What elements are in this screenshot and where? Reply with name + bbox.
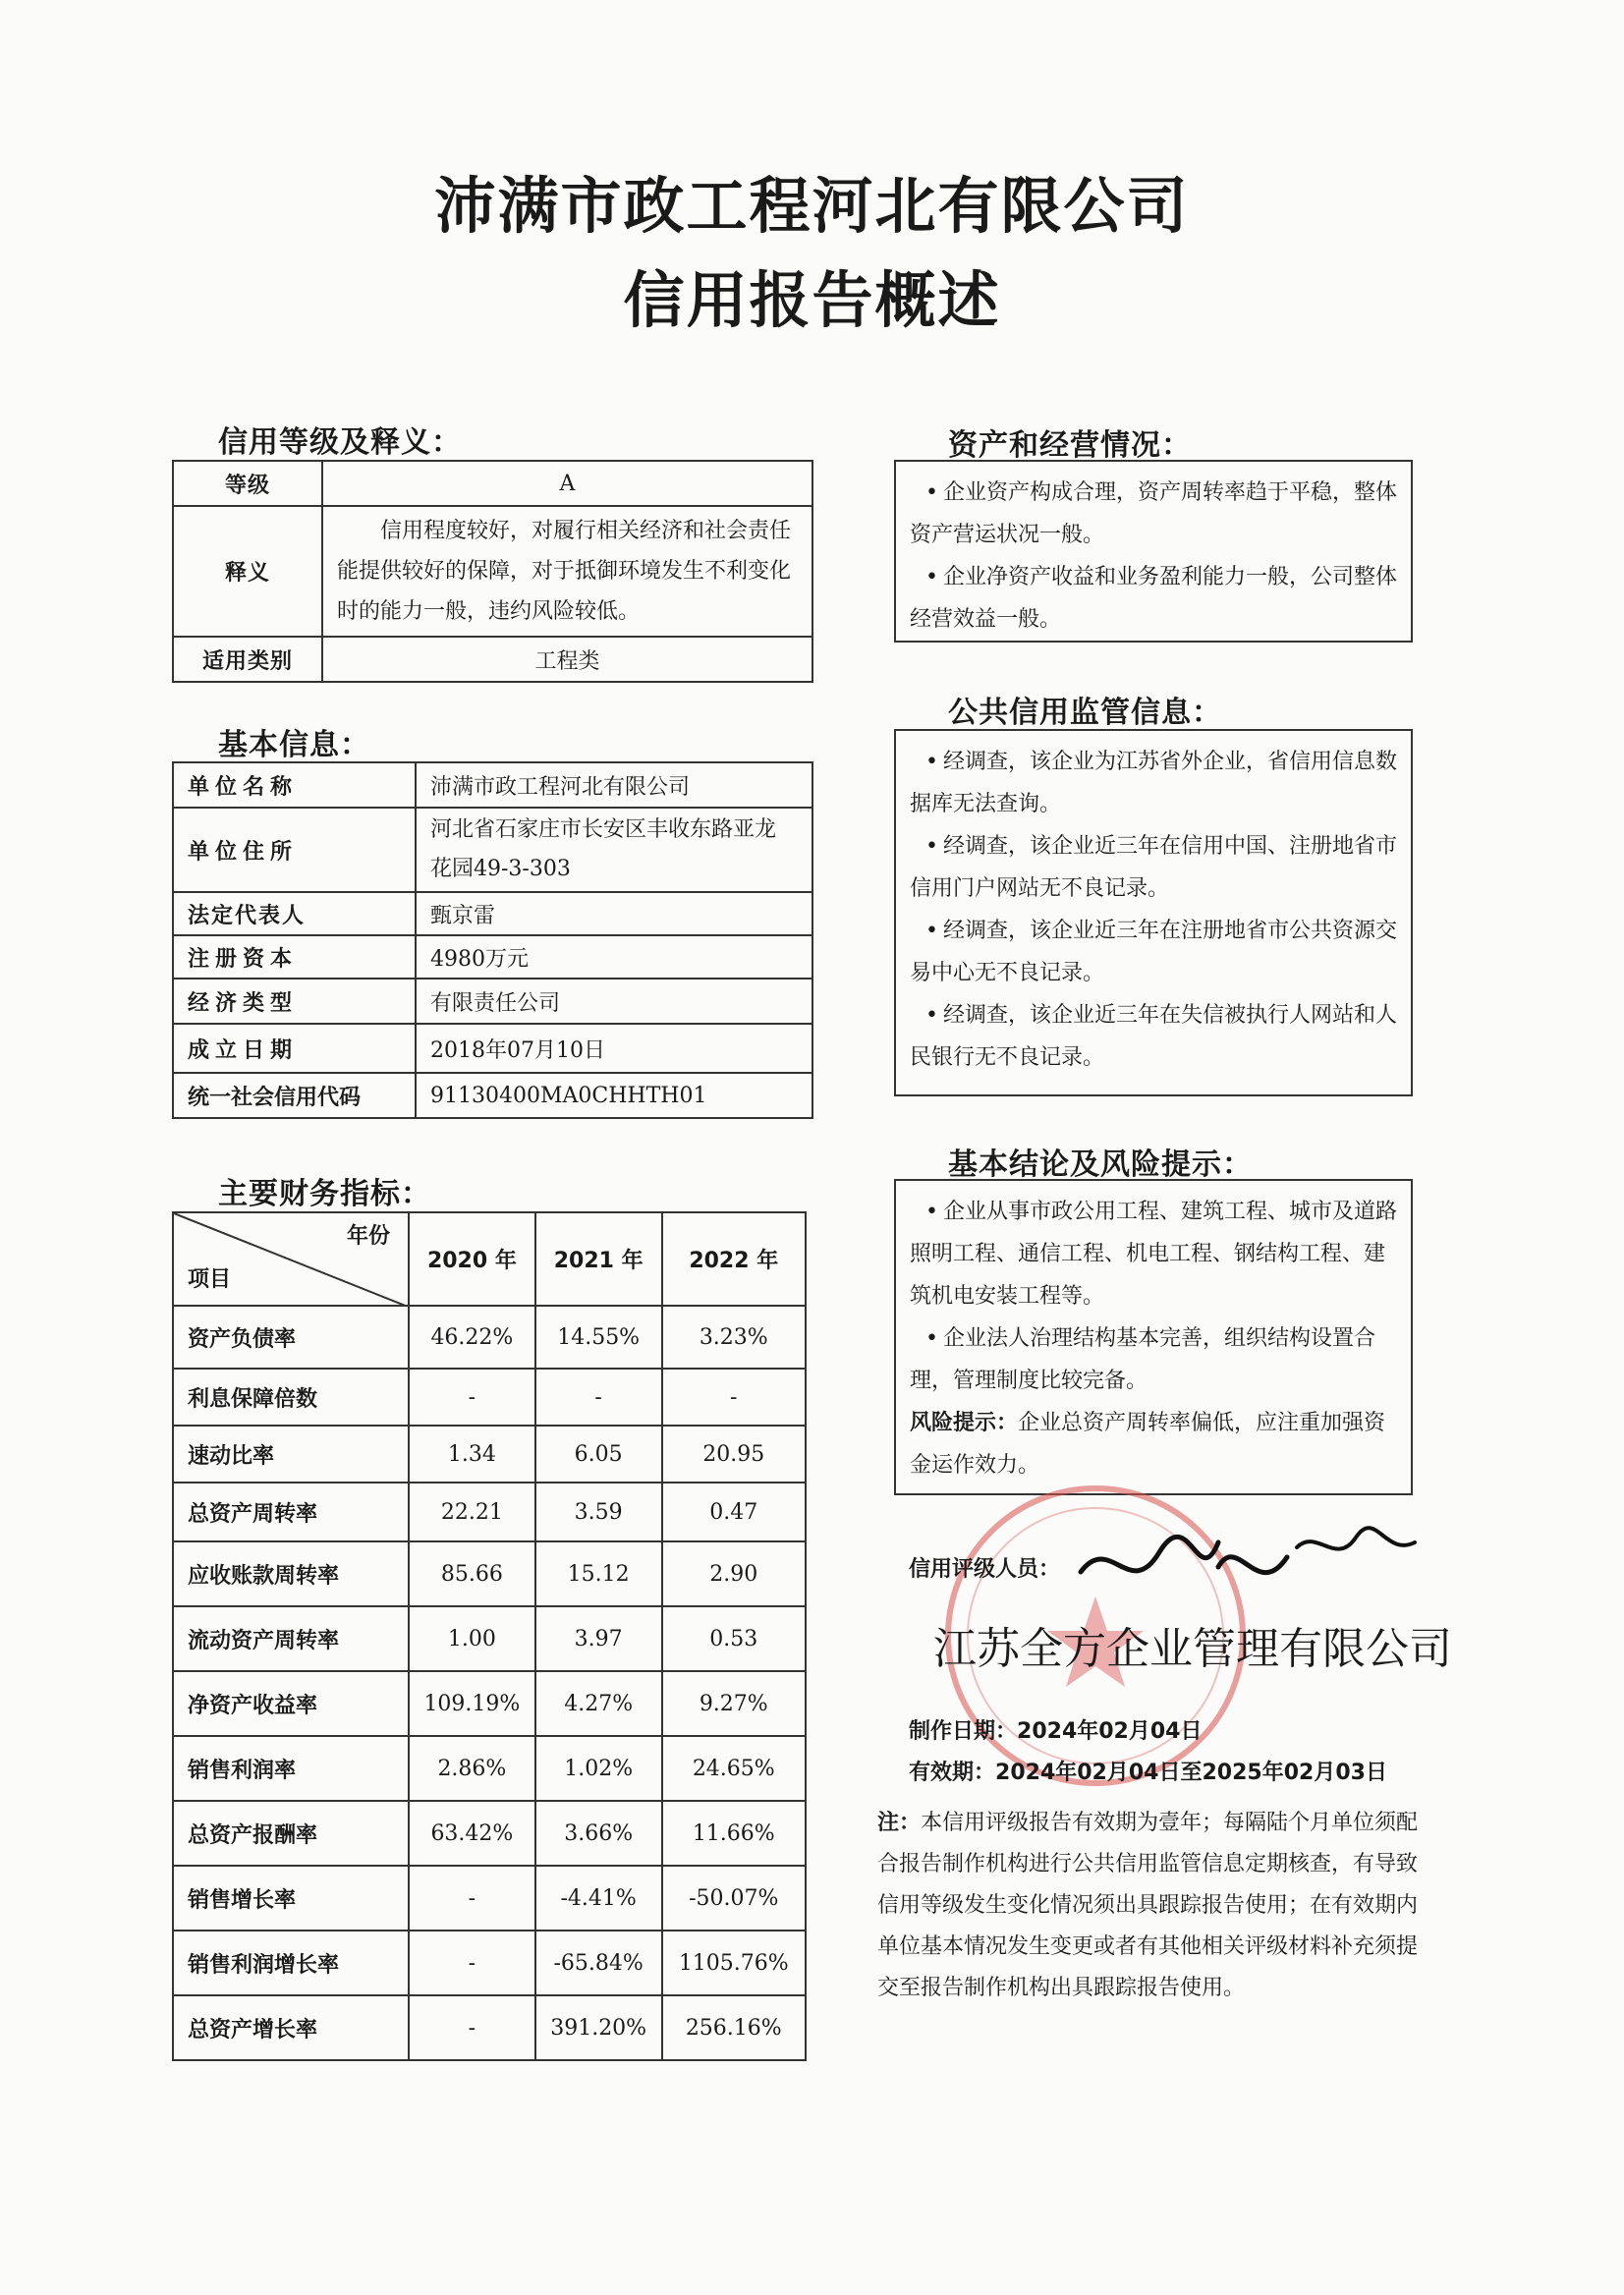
fin-row-label: 速动比率 (173, 1426, 409, 1483)
year-header: 2021 年 (535, 1212, 662, 1306)
fin-cell: - (409, 1369, 535, 1426)
assets-item: • 企业资产构成合理，资产周转率趋于平稳，整体资产营运状况一般。 (910, 472, 1397, 556)
grade-value: A (322, 461, 812, 506)
year-header: 2020 年 (409, 1212, 535, 1306)
fin-cell: 46.22% (409, 1306, 535, 1369)
footnote (877, 1803, 1428, 2009)
fin-cell: - (409, 1995, 535, 2060)
risk-hint: 风险提示：企业总资产周转率偏低，应注重加强资金运作效力。 (910, 1411, 1386, 1478)
fin-cell: 14.55% (535, 1306, 662, 1369)
assets-item: • 企业净资产收益和业务盈利能力一般，公司整体经营效益一般。 (910, 556, 1397, 641)
bullet-icon: • (925, 919, 938, 943)
rating-table (172, 460, 813, 683)
basic-label-4: 经济类型 (173, 979, 416, 1024)
category-value: 工程类 (322, 637, 812, 682)
fin-cell: 3.23% (662, 1306, 806, 1369)
basic-info-table (172, 761, 813, 1119)
financials-table (172, 1211, 807, 2061)
note-label: 注： (877, 1811, 922, 1835)
fin-cell: -50.07% (662, 1866, 806, 1931)
basic-value-5: 2018年07月10日 (416, 1024, 812, 1073)
fin-cell: 3.97 (535, 1606, 662, 1671)
basic-value-2: 甄京雷 (416, 892, 812, 935)
fin-cell: 15.12 (535, 1541, 662, 1606)
valid-range: 2024年02月04日至2025年02月03日 (995, 1761, 1387, 1785)
basic-label-2: 法定代表人 (173, 892, 416, 935)
made-date-label: 制作日期： (909, 1719, 1018, 1744)
basic-label-3: 注册资本 (173, 935, 416, 979)
meaning-label: 释义 (173, 506, 322, 637)
public-credit-item: • 经调查，该企业近三年在注册地省市公共资源交易中心无不良记录。 (910, 910, 1397, 994)
fin-cell: 391.20% (535, 1995, 662, 2060)
fin-row-label: 销售利润率 (173, 1736, 409, 1801)
bullet-icon: • (925, 834, 938, 859)
fin-cell: 11.66% (662, 1801, 806, 1866)
fin-cell: - (535, 1369, 662, 1426)
fin-row-label: 总资产周转率 (173, 1483, 409, 1541)
fin-cell: 1.34 (409, 1426, 535, 1483)
fin-cell: 0.47 (662, 1483, 806, 1541)
fin-row-label: 销售增长率 (173, 1866, 409, 1931)
basic-label-1: 单位住所 (173, 808, 416, 892)
fin-row-label: 总资产增长率 (173, 1995, 409, 2060)
fin-cell: - (662, 1369, 806, 1426)
fin-cell: -4.41% (535, 1866, 662, 1931)
fin-cell: - (409, 1931, 535, 1995)
bullet-icon: • (925, 565, 938, 589)
basic-label-0: 单位名称 (173, 762, 416, 808)
bullet-icon: • (925, 480, 938, 505)
fin-row-label: 流动资产周转率 (173, 1606, 409, 1671)
grade-label: 等级 (173, 461, 322, 506)
public-credit-box (894, 729, 1413, 1096)
basic-label-5: 成立日期 (173, 1024, 416, 1073)
fin-cell: 20.95 (662, 1426, 806, 1483)
conclusion-item: • 企业法人治理结构基本完善，组织结构设置合理，管理制度比较完备。 (910, 1317, 1397, 1402)
conclusion-box (894, 1179, 1413, 1495)
basic-value-4: 有限责任公司 (416, 979, 812, 1024)
assets-box (894, 460, 1413, 643)
year-header: 2022 年 (662, 1212, 806, 1306)
financials-corner-cell (173, 1212, 409, 1306)
bullet-icon: • (925, 1003, 938, 1028)
note-text: 本信用评级报告有效期为壹年；每隔陆个月单位须配合报告制作机构进行公共信用监管信息定期核查，有导致信用等级发生变化情况须出具跟踪报告使用；在有效期内单位基本情况发生变更或者有其他相关评级材料补充须提交至报告制作机构出具跟踪报告使用。 (877, 1811, 1419, 2000)
public-credit-item: • 经调查，该企业近三年在失信被执行人网站和人民银行无不良记录。 (910, 994, 1397, 1079)
fin-cell: 109.19% (409, 1671, 535, 1736)
rater-label: 信用评级人员： (909, 1557, 1061, 1582)
fin-row-label: 资产负债率 (173, 1306, 409, 1369)
financials-heading: 主要财务指标： (218, 1177, 431, 1211)
fin-cell: 22.21 (409, 1483, 535, 1541)
fin-row-label: 总资产报酬率 (173, 1801, 409, 1866)
fin-cell: 3.66% (535, 1801, 662, 1866)
fin-cell: 6.05 (535, 1426, 662, 1483)
fin-cell: 63.42% (409, 1801, 535, 1866)
fin-cell: 4.27% (535, 1671, 662, 1736)
handwritten-signature (1071, 1513, 1425, 1611)
fin-cell: 2.90 (662, 1541, 806, 1606)
category-label: 适用类别 (173, 637, 322, 682)
fin-row-label: 销售利润增长率 (173, 1931, 409, 1995)
bullet-icon: • (925, 750, 938, 774)
conclusion-item: • 企业从事市政公用工程、建筑工程、城市及道路照明工程、通信工程、机电工程、钢结构工程、建筑机电安装工程等。 (910, 1191, 1397, 1317)
public-credit-item: • 经调查，该企业为江苏省外企业，省信用信息数据库无法查询。 (910, 741, 1397, 825)
basic-value-0: 沛满市政工程河北有限公司 (416, 762, 812, 808)
rating-heading: 信用等级及释义： (218, 425, 462, 460)
fin-row-label: 应收账款周转率 (173, 1541, 409, 1606)
made-date-row (909, 1714, 1202, 1745)
header-item-label: 项目 (188, 1267, 232, 1292)
basic-value-6: 91130400MA0CHHTH01 (416, 1073, 812, 1118)
header-year-label: 年份 (346, 1224, 390, 1249)
basic-info-heading: 基本信息： (218, 728, 370, 762)
fin-cell: 256.16% (662, 1995, 806, 2060)
fin-cell: 2.86% (409, 1736, 535, 1801)
fin-cell: -65.84% (535, 1931, 662, 1995)
fin-cell: 85.66 (409, 1541, 535, 1606)
fin-cell: 9.27% (662, 1671, 806, 1736)
fin-cell: 1.00 (409, 1606, 535, 1671)
basic-label-6: 统一社会信用代码 (173, 1073, 416, 1118)
assets-heading: 资产和经营情况： (948, 428, 1192, 463)
document-title-line2: 信用报告概述 (623, 264, 1001, 336)
public-credit-heading: 公共信用监管信息： (948, 696, 1222, 730)
basic-value-1: 河北省石家庄市长安区丰收东路亚龙花园49-3-303 (416, 808, 812, 892)
fin-cell: 24.65% (662, 1736, 806, 1801)
made-date-value: 2024年02月04日 (1017, 1719, 1203, 1744)
fin-cell: 3.59 (535, 1483, 662, 1541)
meaning-text: 信用程度较好，对履行相关经济和社会责任能提供较好的保障，对于抵御环境发生不利变化时的能力一般，违约风险较低。 (322, 506, 812, 637)
agency-name: 江苏全方企业管理有限公司 (933, 1624, 1452, 1674)
public-credit-item: • 经调查，该企业近三年在信用中国、注册地省市信用门户网站无不良记录。 (910, 825, 1397, 910)
basic-value-3: 4980万元 (416, 935, 812, 979)
fin-cell: 0.53 (662, 1606, 806, 1671)
fin-row-label: 净资产收益率 (173, 1671, 409, 1736)
bullet-icon: • (925, 1200, 938, 1224)
valid-label: 有效期： (909, 1761, 996, 1785)
fin-cell: - (409, 1866, 535, 1931)
valid-row (909, 1756, 1387, 1786)
document-title-line1: 沛满市政工程河北有限公司 (434, 170, 1190, 242)
bullet-icon: • (925, 1326, 938, 1351)
fin-cell: 1.02% (535, 1736, 662, 1801)
fin-row-label: 利息保障倍数 (173, 1369, 409, 1426)
fin-cell: 1105.76% (662, 1931, 806, 1995)
conclusion-heading: 基本结论及风险提示： (948, 1148, 1253, 1182)
